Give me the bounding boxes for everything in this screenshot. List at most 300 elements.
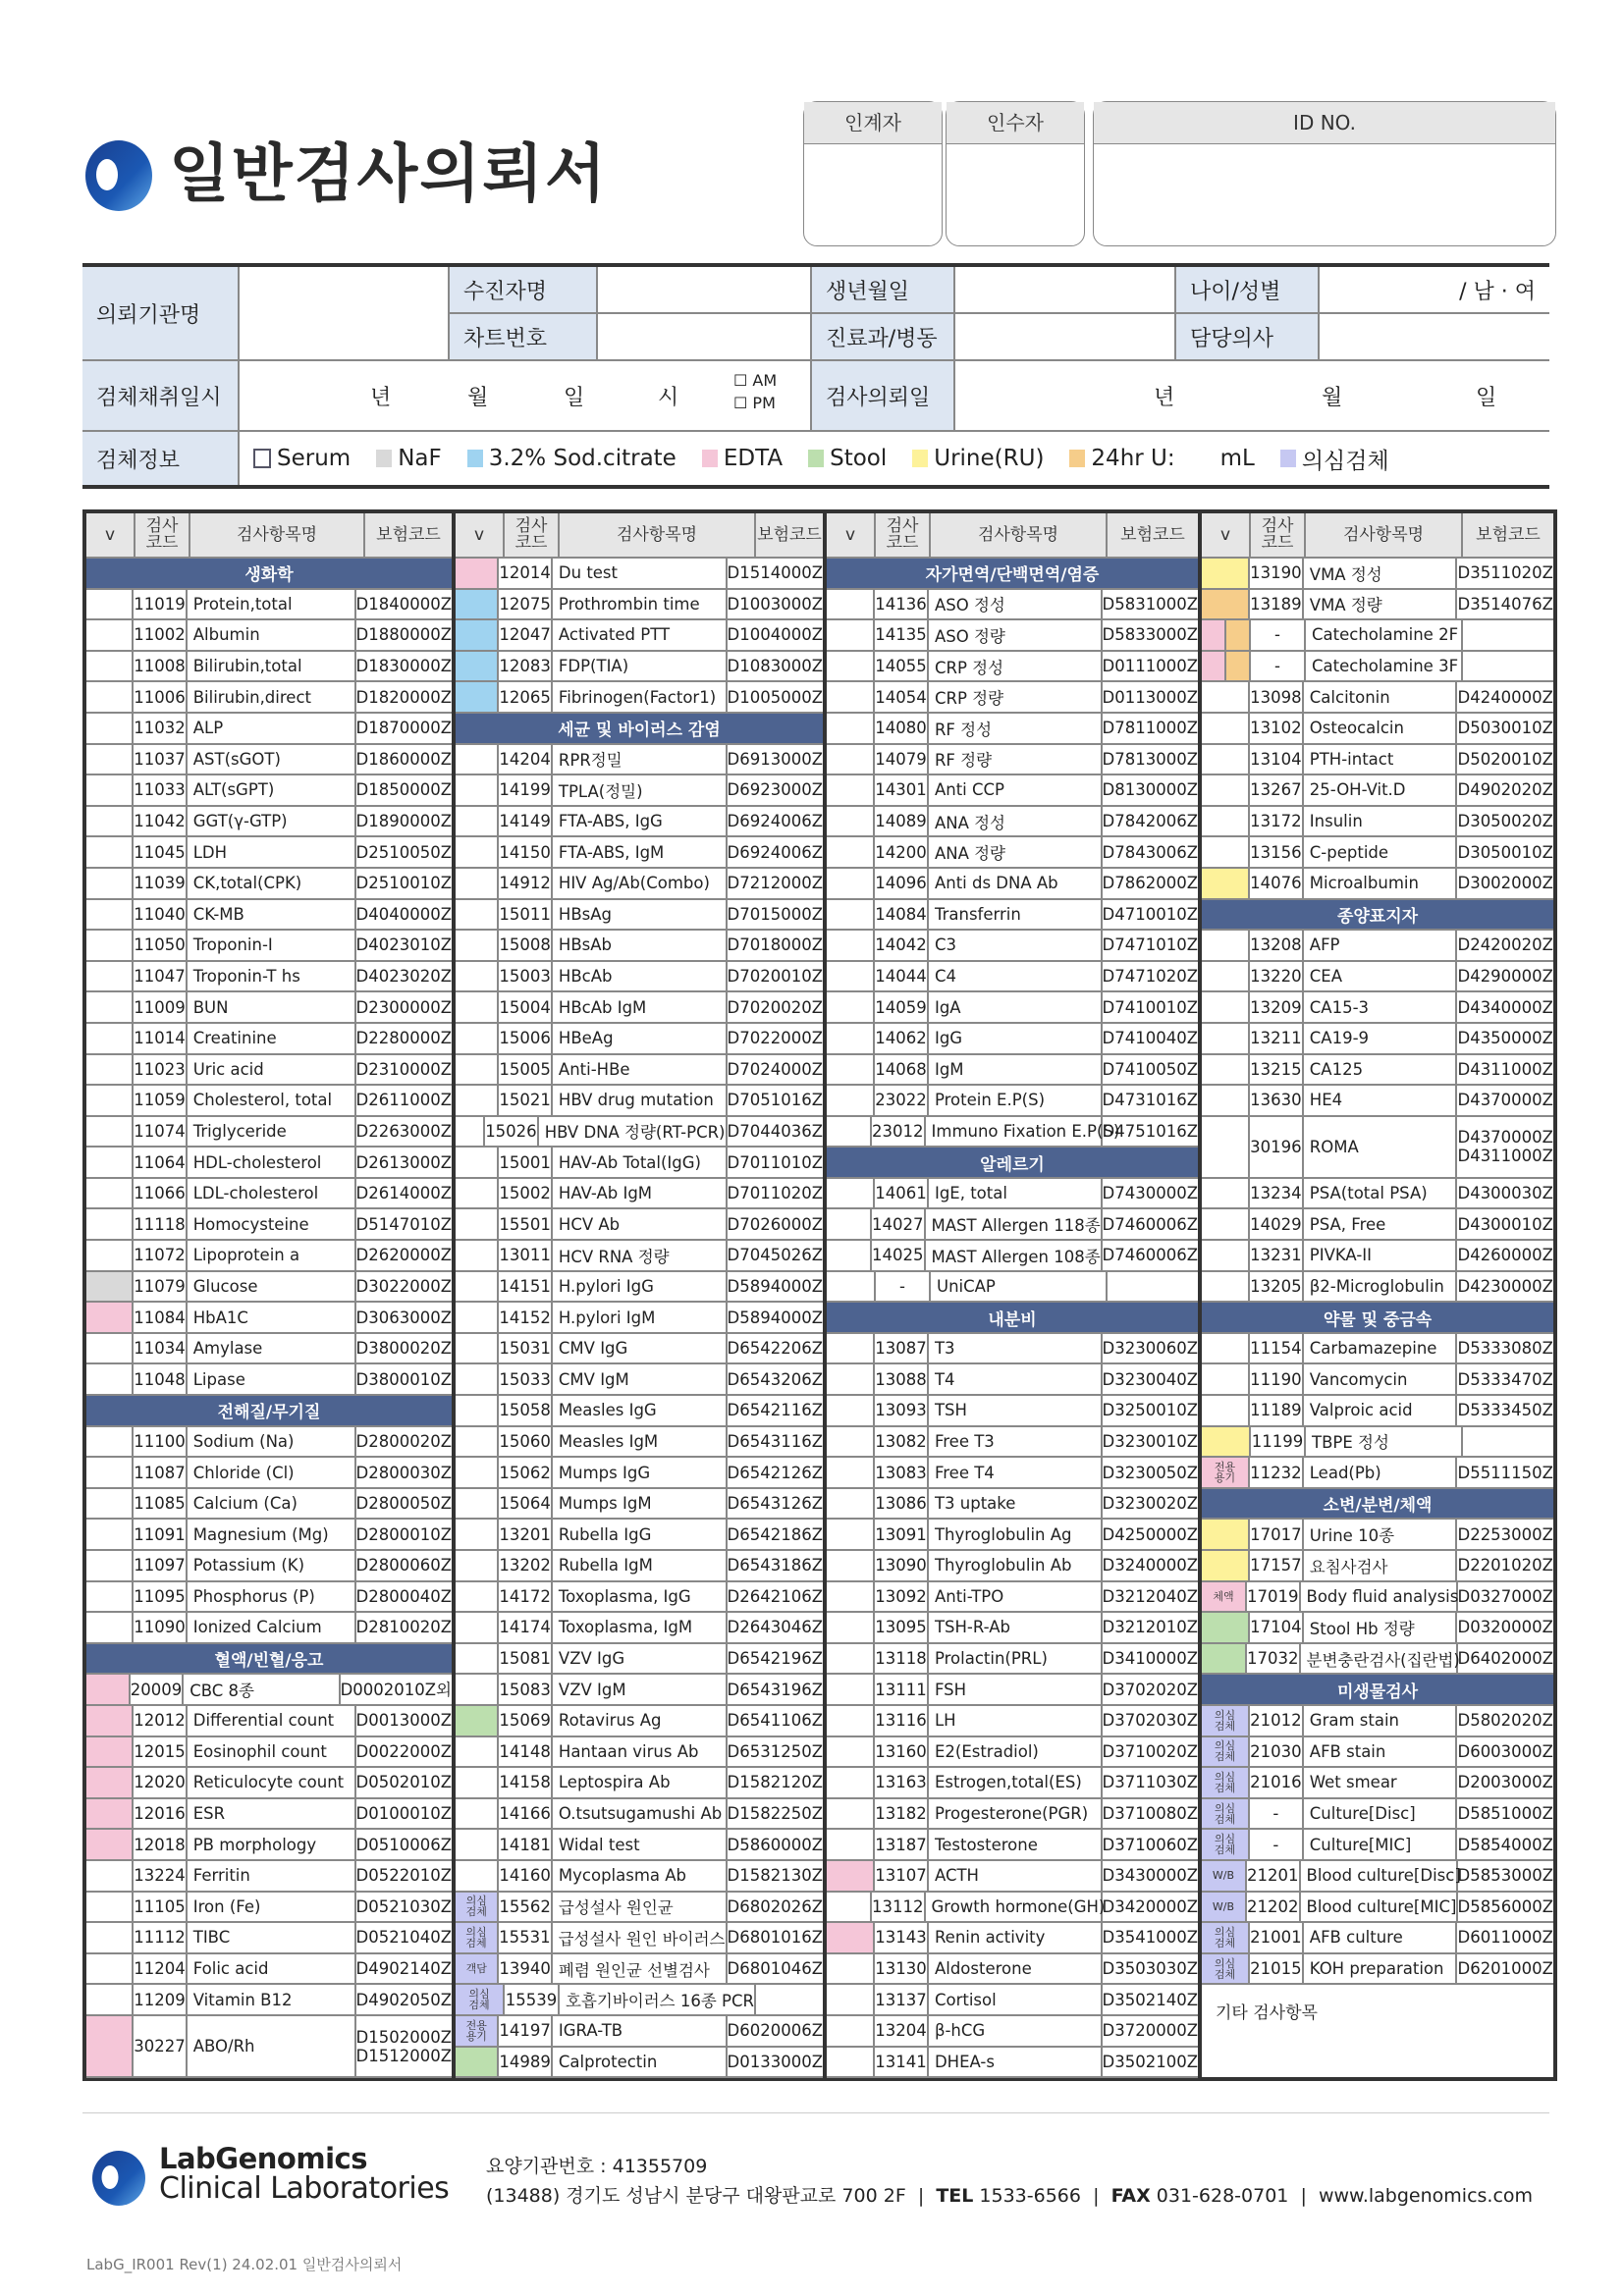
select-checkbox[interactable] xyxy=(456,1489,499,1519)
test-code: 21202 xyxy=(1247,1893,1301,1922)
insurance-code xyxy=(1103,1613,1199,1642)
test-code: 11047 xyxy=(134,962,188,991)
select-checkbox[interactable] xyxy=(827,1427,875,1457)
select-checkbox[interactable] xyxy=(827,2016,875,2046)
select-checkbox[interactable] xyxy=(1202,590,1250,619)
specimen-serum[interactable] xyxy=(253,446,351,471)
insurance-code-value: D7813000Z xyxy=(1102,749,1198,769)
select-checkbox[interactable] xyxy=(456,1520,499,1549)
select-checkbox[interactable] xyxy=(1202,1117,1250,1177)
collection-datetime-field[interactable] xyxy=(240,361,812,430)
select-checkbox[interactable] xyxy=(456,1861,499,1891)
select-checkbox[interactable] xyxy=(827,1582,875,1612)
select-checkbox[interactable] xyxy=(456,1209,499,1239)
select-checkbox[interactable] xyxy=(456,2048,499,2077)
select-checkbox[interactable] xyxy=(1202,992,1250,1022)
select-checkbox[interactable] xyxy=(456,620,499,650)
select-checkbox[interactable] xyxy=(456,807,499,836)
select-checkbox[interactable] xyxy=(456,775,499,805)
test-code: 12075 xyxy=(499,590,553,619)
test-row xyxy=(86,1303,452,1334)
insurance-code-value: D2300000Z xyxy=(355,997,452,1017)
select-checkbox[interactable]: 의심 검체 xyxy=(1202,1830,1250,1859)
test-name: Testosterone xyxy=(929,1830,1103,1859)
select-checkbox[interactable] xyxy=(456,1334,499,1363)
insurance-code-value: D7011020Z xyxy=(727,1184,823,1203)
insurance-code-value: D3240000Z xyxy=(1102,1556,1198,1575)
select-checkbox[interactable] xyxy=(86,1209,134,1239)
test-code: 30227 xyxy=(134,2016,188,2076)
am-checkbox[interactable]: ☐ AM xyxy=(733,371,778,390)
insurance-code xyxy=(728,1551,824,1580)
select-checkbox[interactable] xyxy=(456,1272,499,1302)
birth-date-field[interactable] xyxy=(955,267,1176,312)
select-checkbox[interactable] xyxy=(86,775,134,805)
select-checkbox[interactable] xyxy=(456,869,499,898)
select-checkbox[interactable] xyxy=(456,590,499,619)
select-checkbox[interactable] xyxy=(1202,652,1251,681)
insurance-code xyxy=(1108,1272,1198,1302)
select-checkbox[interactable] xyxy=(1202,714,1250,743)
test-name: Renin activity xyxy=(929,1923,1103,1952)
select-checkbox[interactable] xyxy=(1202,962,1250,991)
select-checkbox[interactable] xyxy=(86,1117,134,1147)
test-name: ESR xyxy=(188,1799,356,1829)
select-checkbox[interactable] xyxy=(827,1117,872,1147)
test-row xyxy=(1202,1582,1553,1614)
select-checkbox[interactable] xyxy=(456,652,499,681)
select-checkbox[interactable] xyxy=(86,745,134,774)
specimen-citrate[interactable] xyxy=(467,446,677,471)
select-checkbox[interactable] xyxy=(86,1148,134,1177)
select-checkbox[interactable] xyxy=(1202,775,1250,805)
specimen-edta[interactable] xyxy=(702,446,783,471)
select-checkbox[interactable] xyxy=(86,620,134,650)
insurance-code xyxy=(356,1364,453,1394)
select-checkbox[interactable]: 전용 용기 xyxy=(456,2016,499,2046)
select-checkbox[interactable]: 의심 검체 xyxy=(1202,1768,1250,1797)
select-checkbox[interactable] xyxy=(456,1179,499,1208)
select-checkbox[interactable] xyxy=(86,807,134,836)
select-checkbox[interactable] xyxy=(827,1272,876,1302)
select-checkbox[interactable] xyxy=(86,1985,134,2014)
insurance-code-value: D0522010Z xyxy=(355,1866,452,1886)
test-name: Fibrinogen(Factor1) xyxy=(553,682,728,712)
select-checkbox[interactable] xyxy=(1202,869,1250,898)
select-checkbox[interactable] xyxy=(1202,807,1250,836)
select-checkbox[interactable] xyxy=(86,1086,134,1115)
select-checkbox[interactable] xyxy=(827,992,875,1022)
insurance-code xyxy=(728,1272,824,1302)
test-name: Anti ds DNA Ab xyxy=(929,869,1103,898)
select-checkbox[interactable] xyxy=(86,1551,134,1580)
test-row xyxy=(456,1644,823,1676)
select-checkbox[interactable] xyxy=(827,1364,875,1394)
test-code: 15001 xyxy=(499,1148,553,1177)
insurance-code-value: D7022000Z xyxy=(727,1029,823,1048)
select-checkbox[interactable] xyxy=(86,1489,134,1519)
specimen-suspicious[interactable] xyxy=(1280,443,1389,475)
test-row xyxy=(827,1706,1198,1737)
test-row xyxy=(1202,1954,1553,1986)
insurance-code-value: D3702020Z xyxy=(1102,1680,1198,1699)
select-checkbox[interactable] xyxy=(86,652,134,681)
chart-no-field[interactable] xyxy=(598,314,812,359)
insurance-code xyxy=(356,1117,453,1147)
select-checkbox[interactable] xyxy=(1202,1427,1251,1457)
insurance-code-value: D5851000Z xyxy=(1457,1804,1553,1824)
insurance-code-value: D1850000Z xyxy=(355,780,452,800)
select-checkbox[interactable] xyxy=(86,869,134,898)
select-checkbox[interactable]: 의심 검체 xyxy=(456,1923,499,1952)
select-checkbox[interactable] xyxy=(86,1675,131,1704)
select-checkbox[interactable] xyxy=(827,900,875,930)
test-code: 15003 xyxy=(499,962,553,991)
select-checkbox[interactable] xyxy=(456,1768,499,1797)
select-checkbox[interactable] xyxy=(827,1675,875,1704)
select-checkbox[interactable] xyxy=(456,1582,499,1612)
select-checkbox[interactable] xyxy=(827,1799,875,1829)
select-checkbox[interactable] xyxy=(827,1241,872,1270)
select-checkbox[interactable]: 객담 xyxy=(456,1954,499,1984)
insurance-code xyxy=(1103,807,1199,836)
test-name: Prothrombin time xyxy=(553,590,728,619)
select-checkbox[interactable] xyxy=(456,1241,499,1270)
select-checkbox[interactable] xyxy=(86,1427,134,1457)
select-checkbox[interactable] xyxy=(1202,1209,1250,1239)
insurance-code xyxy=(1458,1582,1554,1612)
specimen-24hr-urine[interactable] xyxy=(1069,446,1174,471)
select-checkbox[interactable]: 전용 용기 xyxy=(1202,1458,1250,1487)
select-checkbox[interactable] xyxy=(456,1427,499,1457)
section-header: 종양표지자 xyxy=(1202,900,1553,932)
select-checkbox[interactable] xyxy=(456,1799,499,1829)
select-checkbox[interactable] xyxy=(827,1520,875,1549)
test-code: 11008 xyxy=(134,652,188,681)
select-checkbox[interactable] xyxy=(827,807,875,836)
specimen-info-label: 검체정보 xyxy=(82,432,240,485)
select-checkbox[interactable] xyxy=(1202,1241,1250,1270)
select-checkbox[interactable] xyxy=(1202,1055,1250,1085)
select-checkbox[interactable] xyxy=(86,1737,134,1767)
test-row xyxy=(827,1923,1198,1954)
select-checkbox[interactable] xyxy=(827,1179,875,1208)
select-checkbox[interactable]: 체액 xyxy=(1202,1582,1247,1612)
select-checkbox[interactable] xyxy=(86,1861,134,1891)
insurance-code-value: D5030010Z xyxy=(1457,719,1553,738)
select-checkbox[interactable] xyxy=(86,2016,134,2076)
insurance-code xyxy=(728,962,824,991)
select-checkbox[interactable] xyxy=(456,1364,499,1394)
test-code: 14044 xyxy=(875,962,929,991)
select-checkbox[interactable] xyxy=(86,714,134,743)
select-checkbox[interactable] xyxy=(827,1551,875,1580)
select-checkbox[interactable] xyxy=(1202,1551,1250,1580)
select-checkbox[interactable]: 의심 검체 xyxy=(1202,1923,1250,1952)
select-checkbox[interactable] xyxy=(827,745,875,774)
select-checkbox[interactable] xyxy=(86,1830,134,1859)
select-checkbox[interactable] xyxy=(827,1737,875,1767)
select-checkbox[interactable] xyxy=(1202,1396,1250,1425)
select-checkbox[interactable] xyxy=(86,1923,134,1952)
select-checkbox[interactable] xyxy=(1202,1613,1250,1642)
specimen-stool[interactable] xyxy=(808,446,887,471)
insurance-code-value: D4300010Z xyxy=(1457,1214,1553,1234)
select-checkbox[interactable] xyxy=(827,931,875,960)
test-name: 호흡기바이러스 16종 PCR xyxy=(560,1985,756,2014)
test-row xyxy=(456,1985,823,2016)
insurance-code-value: D3063000Z xyxy=(355,1308,452,1327)
select-checkbox[interactable] xyxy=(827,1861,875,1891)
test-row xyxy=(86,1923,452,1954)
patient-name-field[interactable] xyxy=(598,267,812,312)
insurance-code xyxy=(1103,1985,1199,2014)
select-checkbox[interactable] xyxy=(827,1209,872,1239)
insurance-code-value: D3212010Z xyxy=(1102,1618,1198,1637)
test-row xyxy=(456,931,823,962)
select-checkbox[interactable] xyxy=(456,1396,499,1425)
receiver-box[interactable] xyxy=(946,101,1085,246)
select-checkbox[interactable] xyxy=(827,837,875,867)
test-code: 11091 xyxy=(134,1520,188,1549)
select-checkbox[interactable] xyxy=(86,1334,134,1363)
test-row xyxy=(86,745,452,776)
select-checkbox[interactable] xyxy=(86,1893,134,1922)
select-checkbox[interactable] xyxy=(827,1768,875,1797)
insurance-code-value: D3800020Z xyxy=(355,1339,452,1359)
select-checkbox[interactable] xyxy=(1202,1272,1250,1302)
select-checkbox[interactable]: 의심 검체 xyxy=(456,1985,505,2014)
test-name: IGRA-TB xyxy=(553,2016,728,2046)
test-code: 13267 xyxy=(1250,775,1304,805)
select-checkbox[interactable] xyxy=(86,1458,134,1487)
select-checkbox[interactable] xyxy=(456,900,499,930)
insurance-code-value: D1083000Z xyxy=(727,657,823,676)
select-checkbox[interactable] xyxy=(827,1024,875,1053)
select-checkbox[interactable] xyxy=(827,775,875,805)
select-checkbox[interactable] xyxy=(456,745,499,774)
select-checkbox[interactable] xyxy=(456,1055,499,1085)
select-checkbox[interactable]: 의심 검체 xyxy=(1202,1799,1250,1829)
select-checkbox[interactable] xyxy=(456,1086,499,1115)
test-name: Wet smear xyxy=(1304,1768,1458,1797)
insurance-code-value: D3503030Z xyxy=(1102,1959,1198,1979)
select-checkbox[interactable] xyxy=(456,1737,499,1767)
handover-box[interactable] xyxy=(803,101,943,246)
select-checkbox[interactable] xyxy=(86,992,134,1022)
select-checkbox[interactable] xyxy=(827,869,875,898)
select-checkbox[interactable] xyxy=(1202,1644,1247,1674)
select-checkbox[interactable] xyxy=(86,1582,134,1612)
select-checkbox[interactable] xyxy=(86,1520,134,1549)
select-checkbox[interactable] xyxy=(456,1148,499,1177)
specimen-naf[interactable] xyxy=(376,446,442,471)
select-checkbox[interactable] xyxy=(1202,1520,1250,1549)
id-no-box[interactable] xyxy=(1093,101,1556,246)
select-checkbox[interactable] xyxy=(456,1706,499,1735)
test-name: Free T4 xyxy=(929,1458,1103,1487)
select-checkbox[interactable] xyxy=(456,1613,499,1642)
select-checkbox[interactable] xyxy=(827,620,875,650)
test-code: 13091 xyxy=(875,1520,929,1549)
test-row xyxy=(1202,620,1553,652)
select-checkbox[interactable] xyxy=(456,1024,499,1053)
website-link[interactable]: www.labgenomics.com xyxy=(1318,2185,1534,2207)
select-checkbox[interactable] xyxy=(456,1644,499,1674)
doctor-field[interactable] xyxy=(1320,314,1549,359)
insurance-code-value: D2201020Z xyxy=(1457,1556,1553,1575)
select-checkbox[interactable] xyxy=(1202,1024,1250,1053)
age-sex-field[interactable]: / 남 · 여 xyxy=(1459,279,1536,304)
select-checkbox[interactable] xyxy=(827,1613,875,1642)
select-checkbox[interactable] xyxy=(1202,1179,1250,1208)
stool-label: Stool xyxy=(830,446,888,471)
select-checkbox[interactable]: 의심 검체 xyxy=(1202,1954,1250,1984)
insurance-code-value: D5853000Z xyxy=(1457,1866,1553,1886)
select-checkbox[interactable] xyxy=(827,590,875,619)
insurance-code-value: D3430000Z xyxy=(1102,1866,1198,1886)
test-name: Eosinophil count xyxy=(188,1737,356,1767)
insurance-code-value: D1582250Z xyxy=(727,1804,823,1824)
select-checkbox[interactable] xyxy=(827,1830,875,1859)
select-checkbox[interactable] xyxy=(827,652,875,681)
select-checkbox[interactable] xyxy=(827,1985,875,2014)
select-checkbox[interactable] xyxy=(86,1179,134,1208)
select-checkbox[interactable] xyxy=(456,1303,499,1332)
other-tests-field[interactable] xyxy=(1202,1985,1553,2078)
select-checkbox[interactable]: 의심 검체 xyxy=(1202,1706,1250,1735)
insurance-code xyxy=(1457,869,1553,898)
insurance-code-value: D0002010Z외 xyxy=(340,1680,452,1699)
select-checkbox[interactable] xyxy=(1202,559,1250,588)
test-row xyxy=(86,869,452,900)
insurance-code xyxy=(356,1334,453,1363)
test-code: 13088 xyxy=(875,1364,929,1394)
select-checkbox[interactable] xyxy=(86,1799,134,1829)
select-checkbox[interactable] xyxy=(1202,745,1250,774)
select-checkbox[interactable] xyxy=(827,1893,872,1922)
test-code: 12020 xyxy=(134,1768,188,1797)
select-checkbox[interactable] xyxy=(1202,931,1250,960)
select-checkbox[interactable] xyxy=(456,1830,499,1859)
select-checkbox[interactable] xyxy=(86,682,134,712)
select-checkbox[interactable] xyxy=(86,900,134,930)
select-checkbox[interactable] xyxy=(827,1396,875,1425)
specimen-urine[interactable] xyxy=(912,446,1044,471)
select-checkbox[interactable] xyxy=(1202,620,1251,650)
select-checkbox[interactable] xyxy=(827,1458,875,1487)
select-checkbox[interactable] xyxy=(86,962,134,991)
header-code: 검사 코드 xyxy=(135,513,190,557)
select-checkbox[interactable] xyxy=(456,1117,485,1147)
select-checkbox[interactable] xyxy=(1202,837,1250,867)
test-row xyxy=(86,1551,452,1582)
select-checkbox[interactable]: 의심 검체 xyxy=(456,1893,499,1922)
select-checkbox[interactable] xyxy=(456,1675,499,1704)
select-checkbox[interactable] xyxy=(827,1923,875,1952)
test-name: Aldosterone xyxy=(929,1954,1103,1984)
test-name: Immuno Fixation E.P(S) xyxy=(926,1117,1103,1147)
select-checkbox[interactable] xyxy=(827,1334,875,1363)
select-checkbox[interactable] xyxy=(827,682,875,712)
select-checkbox[interactable] xyxy=(86,1055,134,1085)
test-name: ABO/Rh xyxy=(188,2016,356,2076)
select-checkbox[interactable] xyxy=(827,1706,875,1735)
test-name: Thyroglobulin Ag xyxy=(929,1520,1103,1549)
select-checkbox[interactable] xyxy=(456,1458,499,1487)
select-checkbox[interactable] xyxy=(456,559,499,588)
test-code: 13224 xyxy=(134,1861,188,1891)
test-code: 14054 xyxy=(875,682,929,712)
select-checkbox[interactable] xyxy=(456,962,499,991)
select-checkbox[interactable] xyxy=(456,837,499,867)
select-checkbox[interactable] xyxy=(86,1954,134,1984)
select-checkbox[interactable] xyxy=(827,1954,875,1984)
test-name: Troponin-T hs xyxy=(188,962,356,991)
select-checkbox[interactable] xyxy=(827,2048,875,2077)
select-checkbox[interactable] xyxy=(86,1613,134,1642)
select-checkbox[interactable]: W/B xyxy=(1202,1861,1247,1891)
test-code: 11014 xyxy=(134,1024,188,1053)
select-checkbox[interactable] xyxy=(456,992,499,1022)
test-code: 11037 xyxy=(134,745,188,774)
test-name: RF 정량 xyxy=(929,745,1103,774)
select-checkbox[interactable]: 의심 검체 xyxy=(1202,1737,1250,1767)
select-checkbox[interactable] xyxy=(86,1768,134,1797)
test-name: E2(Estradiol) xyxy=(929,1737,1103,1767)
select-checkbox[interactable] xyxy=(456,682,499,712)
insurance-code-value: D0100010Z xyxy=(355,1804,452,1824)
select-checkbox[interactable] xyxy=(86,837,134,867)
select-checkbox[interactable] xyxy=(827,1644,875,1674)
select-checkbox[interactable] xyxy=(86,1303,134,1332)
select-checkbox[interactable] xyxy=(456,931,499,960)
insurance-code-value: D7843006Z xyxy=(1102,842,1198,862)
insurance-code xyxy=(356,837,453,867)
select-checkbox[interactable] xyxy=(86,1706,134,1735)
select-checkbox[interactable] xyxy=(86,931,134,960)
select-checkbox[interactable] xyxy=(86,1272,134,1302)
test-name: β-hCG xyxy=(929,2016,1103,2046)
select-checkbox[interactable] xyxy=(456,1551,499,1580)
pm-checkbox[interactable]: ☐ PM xyxy=(733,394,776,412)
institution-field[interactable] xyxy=(240,267,450,359)
select-checkbox[interactable]: W/B xyxy=(1202,1893,1247,1922)
select-checkbox[interactable] xyxy=(827,1055,875,1085)
insurance-code xyxy=(1103,962,1199,991)
select-checkbox[interactable] xyxy=(86,1364,134,1394)
select-checkbox[interactable] xyxy=(827,1086,875,1115)
select-checkbox[interactable] xyxy=(1202,682,1250,712)
select-checkbox[interactable] xyxy=(86,590,134,619)
select-checkbox[interactable] xyxy=(1202,1086,1250,1115)
select-checkbox[interactable] xyxy=(827,962,875,991)
select-checkbox[interactable] xyxy=(827,1489,875,1519)
department-label: 진료과/병동 xyxy=(812,314,955,359)
test-row xyxy=(1202,1396,1553,1427)
request-date-field[interactable] xyxy=(955,361,1549,430)
select-checkbox[interactable] xyxy=(86,1024,134,1053)
insurance-code-value: D8130000Z xyxy=(1102,780,1198,800)
select-checkbox[interactable] xyxy=(86,1241,134,1270)
tube-color-swatch xyxy=(1202,652,1226,681)
select-checkbox[interactable] xyxy=(1202,1364,1250,1394)
insurance-code-value: D1870000Z xyxy=(355,719,452,738)
test-row xyxy=(456,1396,823,1427)
department-field[interactable] xyxy=(955,314,1176,359)
select-checkbox[interactable] xyxy=(1202,1334,1250,1363)
select-checkbox[interactable] xyxy=(827,714,875,743)
